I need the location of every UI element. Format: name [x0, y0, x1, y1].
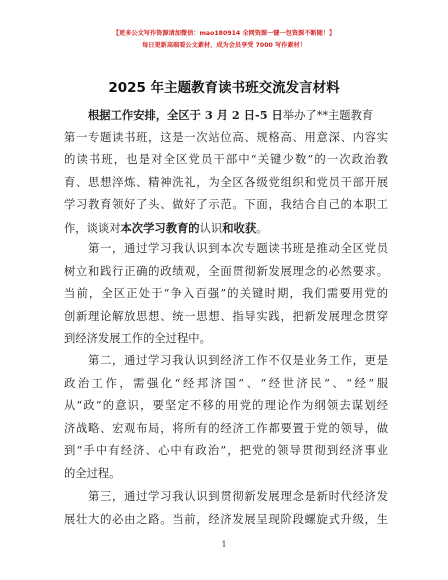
text-span: 举办了**主题教育 — [282, 109, 374, 122]
paragraph-first-point — [64, 238, 388, 351]
paragraph-second-point — [64, 350, 388, 486]
bold-text: 收获 — [233, 220, 257, 235]
paragraph-line: 当前，全区正处于“争入百强”的关键时期，我们需要用党的 — [64, 287, 388, 301]
paragraph-line: 政治工作，需强化“经邦济国”、“经世济民”、“经”服 — [64, 376, 388, 390]
paragraph-line: 到经济发展工作的全过程中。 — [64, 332, 211, 346]
page-number: 1 — [221, 540, 227, 549]
paragraph-line: 到“手中有经济、心中有政治”，把党的领导贯彻到经济事业 — [64, 444, 388, 458]
paragraph-intro — [64, 104, 388, 240]
bold-text: 根据工作安排，全区于 3 月 2 日-5 日 — [88, 108, 283, 122]
paragraph-line: 的读书班，也是对全区党员干部中“关键少数”的一次政治教 — [64, 153, 388, 167]
paragraph-line: 济战略、宏观布局，将所有的经济工作都要置于党的领导，做 — [64, 421, 388, 435]
paragraph-line: 第三，通过学习我认识到贯彻新发展理念是新时代经济发 — [88, 490, 388, 503]
paragraph-line — [64, 104, 388, 127]
paragraph-line: 树立和践行正确的政绩观，全面贯彻新发展理念的必然要求。 — [64, 264, 388, 278]
paragraph-line: 育、思想淬炼、精神洗礼，为全区各级党组织和党员干部开展 — [64, 175, 388, 189]
bold-text: 本次学习教育的 — [120, 220, 200, 235]
paragraph-line: 从“政”的意识，要坚定不移的用党的理论作为纲领去谋划经 — [64, 399, 388, 413]
paragraph-line: 学习教育领好了头、做好了示范。下面，我结合自己的本职工 — [64, 198, 388, 212]
header-promo-line-2: 每日更新高端看公文素材，成为会员享受 7000 写作素材！ — [142, 42, 306, 49]
paragraph-line — [64, 217, 388, 240]
paragraph-line: 第一，通过学习我认识到本次专题读书班是推动全区党员 — [88, 242, 388, 255]
paragraph-line: 的全过程。 — [64, 466, 121, 480]
bold-text: 和 — [222, 220, 234, 235]
paragraph-line: 第二，通过学习我认识到经济工作不仅是业务工作，更是 — [88, 354, 388, 367]
paragraph-third-point — [64, 486, 388, 531]
paragraph-line: 创新理论解放思想、统一思想、指导实践，把新发展理念贯穿 — [64, 309, 388, 323]
text-span: 认识 — [199, 221, 223, 235]
paragraph-line: 展壮大的必由之路。当前，经济发展呈现阶段螺旋式升级，生 — [64, 512, 388, 526]
text-span: 作，谈谈对 — [64, 221, 121, 235]
header-promo-line-1: 【更多公文写作资源请加微信：mao180914 全网资源一键一包资源不断随！】 — [112, 30, 336, 37]
text-span: 。 — [256, 221, 268, 235]
paragraph-line: 第一专题读书班，这是一次站位高、规格高、用意深、内容实 — [64, 130, 388, 144]
document-title: 2025 年主题教育读书班交流发言材料 — [108, 80, 340, 96]
